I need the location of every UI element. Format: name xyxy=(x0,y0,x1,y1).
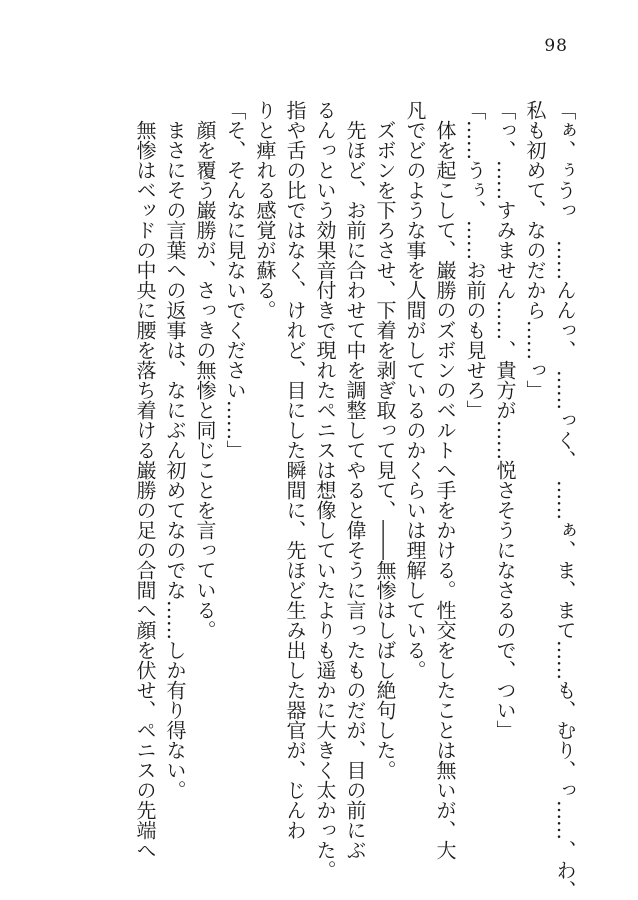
text-line: 「っ、……すみません……、貴方が……悦さそうになさるので、つい」 xyxy=(493,100,517,740)
text-line: るんっという効果音付きで現れたペニスは想像していたよりも遥かに大きく太かった。 xyxy=(313,100,337,880)
text-line: 「……うぅ、……お前のも見せろ」 xyxy=(463,100,487,420)
text-line: 「そ、そんなに見ないでください……」 xyxy=(223,100,247,460)
text-line: 無惨はベッドの中央に腰を落ち着ける巌勝の足の合間へ顔を伏せ、ペニスの先端へ xyxy=(133,100,157,860)
page-number: 98 xyxy=(544,36,568,56)
text-line: 「ぁ、ぅうっ ……んんっ、 ……っく、 ……ぁ、ま、まて……も、むり、っ……、わ、 xyxy=(553,100,577,900)
text-line: 体を起こして、巌勝のズボンのベルトへ手をかける。性交をしたことは無いが、大 xyxy=(433,100,457,860)
text-line: 先ほど、お前に合わせて中を調整してやると偉そうに言ったものだが、目の前にぶ xyxy=(343,100,367,860)
text-line: 指や舌の比ではなく、けれど、目にした瞬間に、先ほど生み出した器官が、じんわ xyxy=(283,100,307,840)
text-line: 顔を覆う巌勝が、さっきの無惨と同じことを言っている。 xyxy=(193,100,217,640)
text-line: ズボンを下ろさせ、下着を剥ぎ取って見て、――無惨はしばし絶句した。 xyxy=(373,100,397,780)
text-line: 凡でどのような事を人間がしているのかくらいは理解している。 xyxy=(403,100,427,680)
text-line: 私も初めて、なのだから……っ」 xyxy=(523,100,547,400)
text-line: まさにその言葉への返事は、なにぶん初めてなのでな……しか有り得ない。 xyxy=(163,100,187,800)
body-text xyxy=(130,100,580,900)
text-line: りと痺れる感覚が蘇る。 xyxy=(253,100,277,320)
